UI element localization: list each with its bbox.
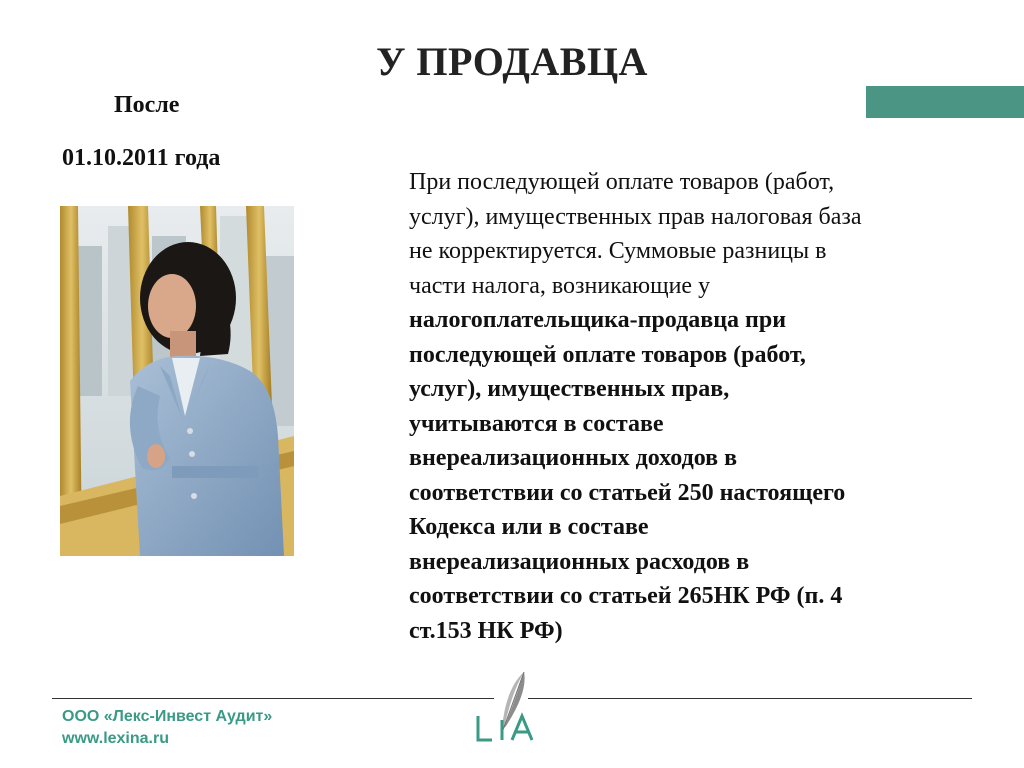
body-line: части налога, возникающие у bbox=[409, 272, 711, 299]
body-line-bold: ст.153 НК РФ) bbox=[409, 617, 563, 644]
slide-title: У ПРОДАВЦА bbox=[376, 39, 648, 84]
body-line-bold: соответствии со статьей 250 настоящего bbox=[409, 479, 846, 506]
accent-bar bbox=[866, 86, 1024, 118]
body-line-bold: соответствии со статьей 265НК РФ (п. 4 bbox=[409, 583, 843, 609]
lia-feather-logo bbox=[466, 668, 546, 748]
feather-icon bbox=[466, 668, 546, 748]
company-name: ООО «Лекс-Инвест Аудит» bbox=[62, 708, 273, 725]
body-line-bold: услуг), имущественных прав, bbox=[409, 376, 730, 402]
body-line-bold: последующей оплате товаров (работ, bbox=[409, 341, 806, 368]
body-line: не корректируется. Суммовые разницы в bbox=[409, 238, 827, 264]
date-label: 01.10.2011 года bbox=[62, 145, 221, 171]
footer-divider-right bbox=[528, 698, 972, 699]
body-line: услуг), имущественных прав налоговая база bbox=[409, 203, 862, 230]
body-line-bold: Кодекса или в составе bbox=[409, 514, 649, 540]
website-link[interactable]: www.lexina.ru bbox=[62, 730, 169, 747]
businesswoman-photo bbox=[60, 206, 294, 556]
body-line-bold: внереализационных расходов в bbox=[409, 548, 750, 575]
body-line-bold: учитываются в составе bbox=[409, 410, 664, 437]
businesswoman-at-window-photo bbox=[60, 206, 294, 556]
body-line: При последующей оплате товаров (работ, bbox=[409, 169, 835, 195]
body-text bbox=[409, 165, 979, 648]
body-line-bold: внереализационных доходов в bbox=[409, 445, 738, 471]
footer-divider-left bbox=[52, 698, 494, 699]
after-label: После bbox=[114, 92, 180, 118]
body-line-bold: налогоплательщика-продавца при bbox=[409, 307, 787, 333]
